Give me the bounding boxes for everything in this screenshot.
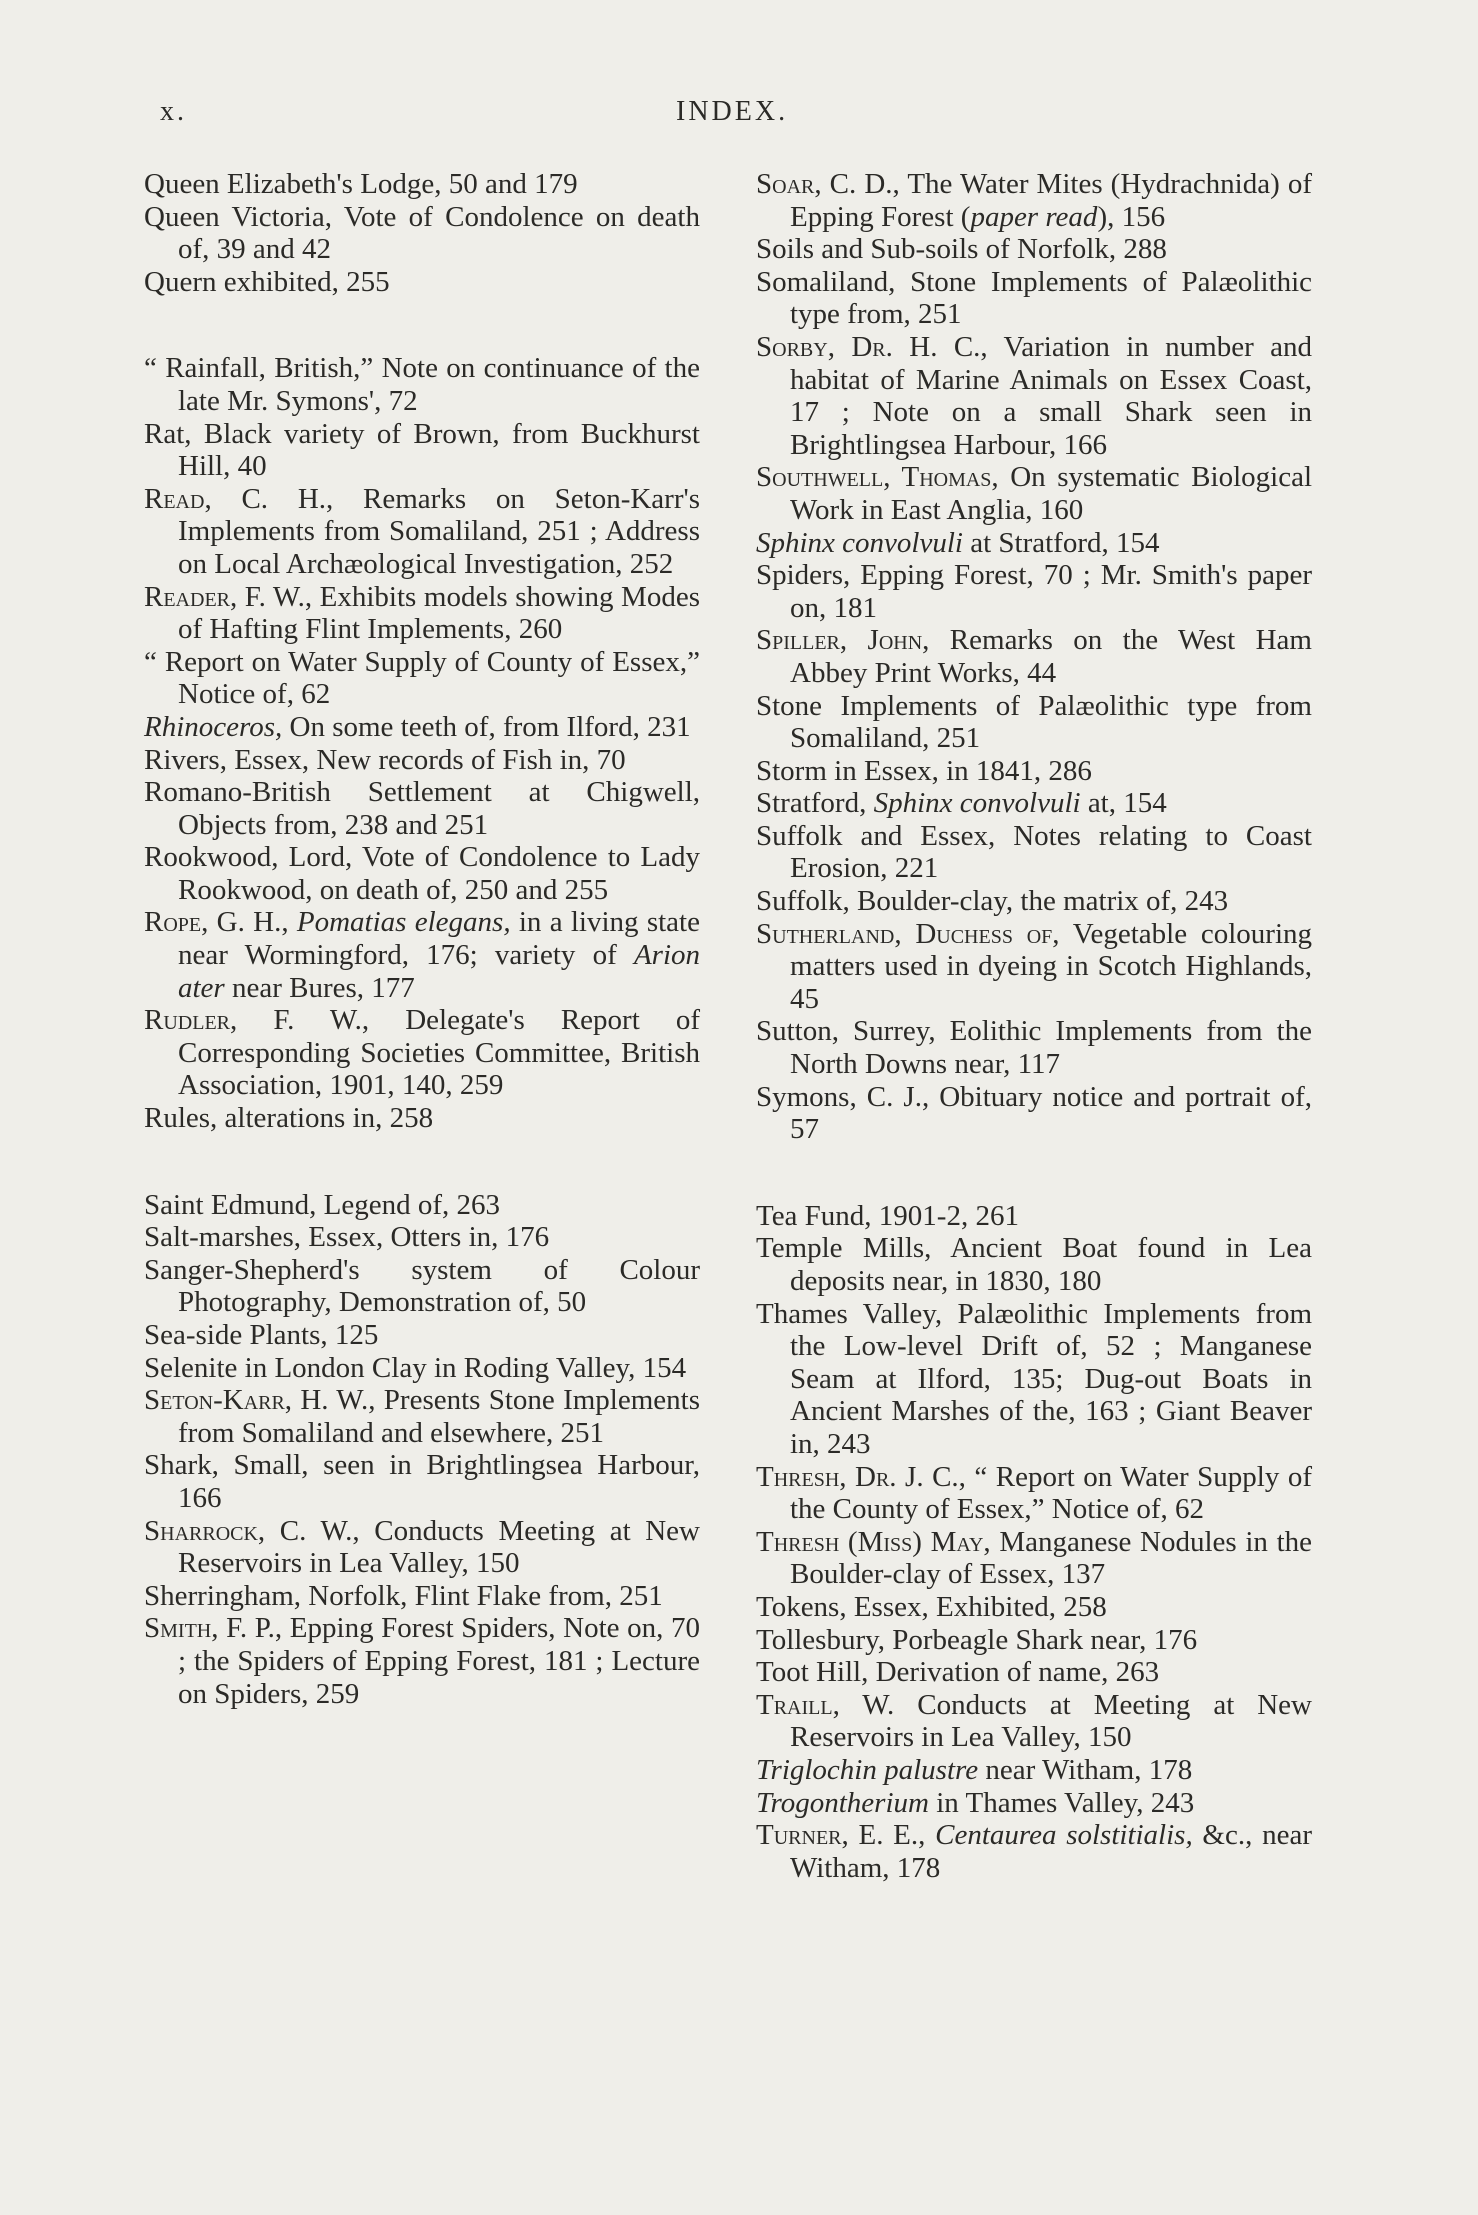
entry-name: Seton-Karr, H. W., [144,1384,376,1417]
entry-text: The Water Mites (Hydrachnida) of Epping Forest ( [790,168,1312,233]
index-entry [756,787,1312,820]
entry-text: Stratford, [756,787,874,820]
index-entry [144,776,700,841]
entry-text: Symons, C. J., Obituary notice and portrait of, 57 [756,1080,1312,1146]
entry-text: at, 154 [1080,787,1167,820]
entry-name: Sorby, Dr. H. C., [756,330,988,363]
entry-text: Suffolk, Boulder-clay, the matrix of, 243 [756,885,1229,918]
entry-text: “ Report on Water Supply of County of Essex,” Notice of, 62 [144,645,700,711]
index-entry [144,1254,700,1319]
entry-text: Exhibits models showing Modes of Hafting Flint Implements, 260 [178,580,700,646]
entry-name: Rope, G. H., [144,906,289,939]
index-entry [756,885,1312,918]
index-entry [144,483,700,581]
index-entry [756,1656,1312,1689]
index-entry [756,1232,1312,1297]
entry-text: Thames Valley, Palæolithic Implements from the Low-level Drift of, 52 ; Manganese Seam at Ilford, 135; Dug-out Boats in Ancient Marshes of the, 163 ; Giant Beaver in, 243 [756,1297,1312,1460]
index-entry [144,1580,700,1613]
entry-italic: Triglochin palustre [756,1753,979,1786]
index-entry [756,1624,1312,1657]
entry-name: Rudler, F. W., [144,1004,370,1037]
entry-text: On systematic Biological Work in East Anglia, 160 [790,461,1312,526]
index-entry [756,690,1312,755]
index-column-left [144,168,700,1710]
entry-italic: Sphinx convolvuli [756,526,963,559]
index-entry [756,918,1312,1016]
index-entry [144,1319,700,1352]
entry-text: Queen Elizabeth's Lodge, 50 and 179 [144,168,578,200]
entry-text: near Bures, 177 [224,971,415,1004]
entry-italic: Sphinx convolvuli [873,787,1081,820]
entry-text: Salt-marshes, Essex, Otters in, 176 [144,1221,550,1254]
entry-text: ), 156 [1097,200,1166,233]
section-gap [144,298,700,352]
index-entry [756,1526,1312,1591]
entry-name: Thresh, Dr. J. C., [756,1460,966,1493]
entry-text: Toot Hill, Derivation of name, 263 [756,1656,1160,1689]
entry-text: Suffolk and Essex, Notes relating to Coast Erosion, 221 [756,819,1312,885]
entry-text: Rivers, Essex, New records of Fish in, 70 [144,743,626,776]
entry-name: Reader, F. W., [144,580,313,613]
entry-text: Tea Fund, 1901-2, 261 [756,1199,1019,1232]
index-entry [144,1189,700,1222]
entry-text: Selenite in London Clay in Roding Valley, 154 [144,1351,687,1384]
index-entry [144,1221,700,1254]
entry-text: Sherringham, Norfolk, Flint Flake from, 251 [144,1579,663,1612]
entry-text: Sea-side Plants, 125 [144,1319,379,1351]
entry-text: Sanger-Shepherd's system of Colour Photography, Demonstration of, 50 [144,1253,700,1319]
entry-name: Smith, F. P., [144,1612,283,1645]
index-entry [756,1200,1312,1233]
index-entry [756,1819,1312,1884]
index-entry [144,1612,700,1710]
entry-text: Vegetable colouring matters used in dyeing in Scotch Highlands, 45 [790,917,1312,1015]
index-entry [756,1081,1312,1146]
entry-italic: Pomatias elegans, [288,906,511,939]
index-entry [144,744,700,777]
entry-name: Turner, E. E., [756,1819,926,1852]
index-entry [144,646,700,711]
entry-text: Rookwood, Lord, Vote of Condolence to Lady Rookwood, on death of, 250 and 255 [144,841,700,906]
entry-name: Spiller, John, [756,624,930,657]
entry-text: Tollesbury, Porbeagle Shark near, 176 [756,1623,1198,1656]
entry-text: Conducts Meeting at New Reservoirs in Lea Valley, 150 [178,1514,700,1580]
index-entry [756,168,1312,233]
entry-text: Quern exhibited, 255 [144,265,390,298]
index-entry [144,906,700,1004]
entry-text: Presents Stone Implements from Somaliland and elsewhere, 251 [178,1384,700,1449]
index-entry [144,711,700,744]
entry-text: Shark, Small, seen in Brightlingsea Harbour, 166 [144,1449,700,1514]
entry-name: Traill, W. [756,1688,895,1721]
entry-text: Conducts at Meeting at New Reservoirs in Lea Valley, 150 [790,1688,1312,1754]
entry-text: “ Rainfall, British,” Note on continuance of the late Mr. Symons', 72 [144,352,700,417]
entry-text: Delegate's Report of Corresponding Societies Committee, British Association, 1901, 140, 259 [178,1004,700,1102]
page-header [0,96,1478,136]
entry-text: at Stratford, 154 [962,526,1160,559]
running-title: INDEX. [676,96,789,127]
index-entry [756,1787,1312,1820]
entry-text: Soils and Sub-soils of Norfolk, 288 [756,233,1167,266]
entry-text: in a living state near Wormingford, 176; variety of [178,906,700,972]
entry-text: Saint Edmund, Legend of, 263 [144,1188,501,1221]
entry-text: &c., near Witham, 178 [790,1819,1312,1884]
index-entry [756,331,1312,461]
index-entry [756,1015,1312,1080]
entry-italic: Centaurea solstitialis, [925,1819,1193,1852]
entry-italic: Rhinoceros, [144,710,283,743]
entry-text: near Witham, 178 [978,1753,1193,1786]
index-entry [756,233,1312,266]
entry-text: Romano-British Settlement at Chigwell, Objects from, 238 and 251 [144,776,700,841]
index-entry [756,755,1312,788]
entry-text: Remarks on the West Ham Abbey Print Works, 44 [790,624,1312,689]
index-entry [144,418,700,483]
index-entry [144,1352,700,1385]
entry-text: Stone Implements of Palæolithic type from Somaliland, 251 [756,689,1312,755]
index-entry [756,1298,1312,1461]
entry-text: Rules, alterations in, 258 [144,1102,434,1135]
index-entry [756,559,1312,624]
entry-text: “ Report on Water Supply of the County of Essex,” Notice of, 62 [790,1460,1312,1526]
section-gap [144,1135,700,1189]
entry-italic: Arion ater [178,939,700,1004]
index-entry [144,266,700,299]
entry-text: Epping Forest Spiders, Note on, 70 ; the Spiders of Epping Forest, 181 ; Lecture on Spiders, 259 [178,1612,700,1710]
entry-name: Southwell, Thomas, [756,461,999,494]
entry-name: Soar, C. D., [756,168,900,200]
entry-name: Sutherland, Duchess of, [756,917,1060,950]
entry-text: Spiders, Epping Forest, 70 ; Mr. Smith's paper on, 181 [756,559,1312,624]
index-entry [756,1689,1312,1754]
entry-text: Temple Mills, Ancient Boat found in Lea deposits near, in 1830, 180 [756,1232,1312,1297]
index-entry [144,1004,700,1102]
entry-text: in Thames Valley, 243 [928,1786,1195,1819]
entry-name: Thresh (Miss) May, [756,1525,991,1558]
entry-text: Queen Victoria, Vote of Condolence on death of, 39 and 42 [144,200,700,266]
index-entry [756,624,1312,689]
index-entry [144,201,700,266]
index-entry [756,1754,1312,1787]
page-number: x. [160,96,187,127]
index-entry [756,461,1312,526]
index-entry [144,1515,700,1580]
entry-text: Rat, Black variety of Brown, from Buckhurst Hill, 40 [144,417,700,483]
entry-name: Sharrock, C. W., [144,1514,360,1547]
section-gap [756,1146,1312,1200]
index-entry [144,841,700,906]
entry-text: Manganese Nodules in the Boulder-clay of Essex, 137 [790,1525,1313,1591]
index-entry [756,1461,1312,1526]
index-entry [756,820,1312,885]
index-column-right [756,168,1312,1884]
entry-italic: paper read [970,200,1098,233]
entry-name: Read, C. H., [144,482,334,515]
index-entry [756,1591,1312,1624]
index-entry [144,581,700,646]
entry-text: On some teeth of, from Ilford, 231 [282,710,691,743]
index-entry [144,168,700,201]
index-entry [144,1449,700,1514]
entry-text: Somaliland, Stone Implements of Palæolithic type from, 251 [756,265,1312,331]
index-entry [756,527,1312,560]
entry-text: Storm in Essex, in 1841, 286 [756,754,1092,787]
entry-text: Remarks on Seton-Karr's Implements from Somaliland, 251 ; Address on Local Archæological Investigation, 252 [178,482,700,580]
index-entry [144,1102,700,1135]
entry-text: Variation in number and habitat of Marine Animals on Essex Coast, 17 ; Note on a small Shark seen in Brightlingsea Harbour, 166 [790,330,1312,461]
entry-text: Sutton, Surrey, Eolithic Implements from the North Downs near, 117 [756,1015,1312,1081]
entry-italic: Trogontherium [756,1786,929,1819]
entry-text: Tokens, Essex, Exhibited, 258 [756,1590,1107,1623]
index-entry [144,352,700,417]
index-entry [144,1384,700,1449]
index-entry [756,266,1312,331]
